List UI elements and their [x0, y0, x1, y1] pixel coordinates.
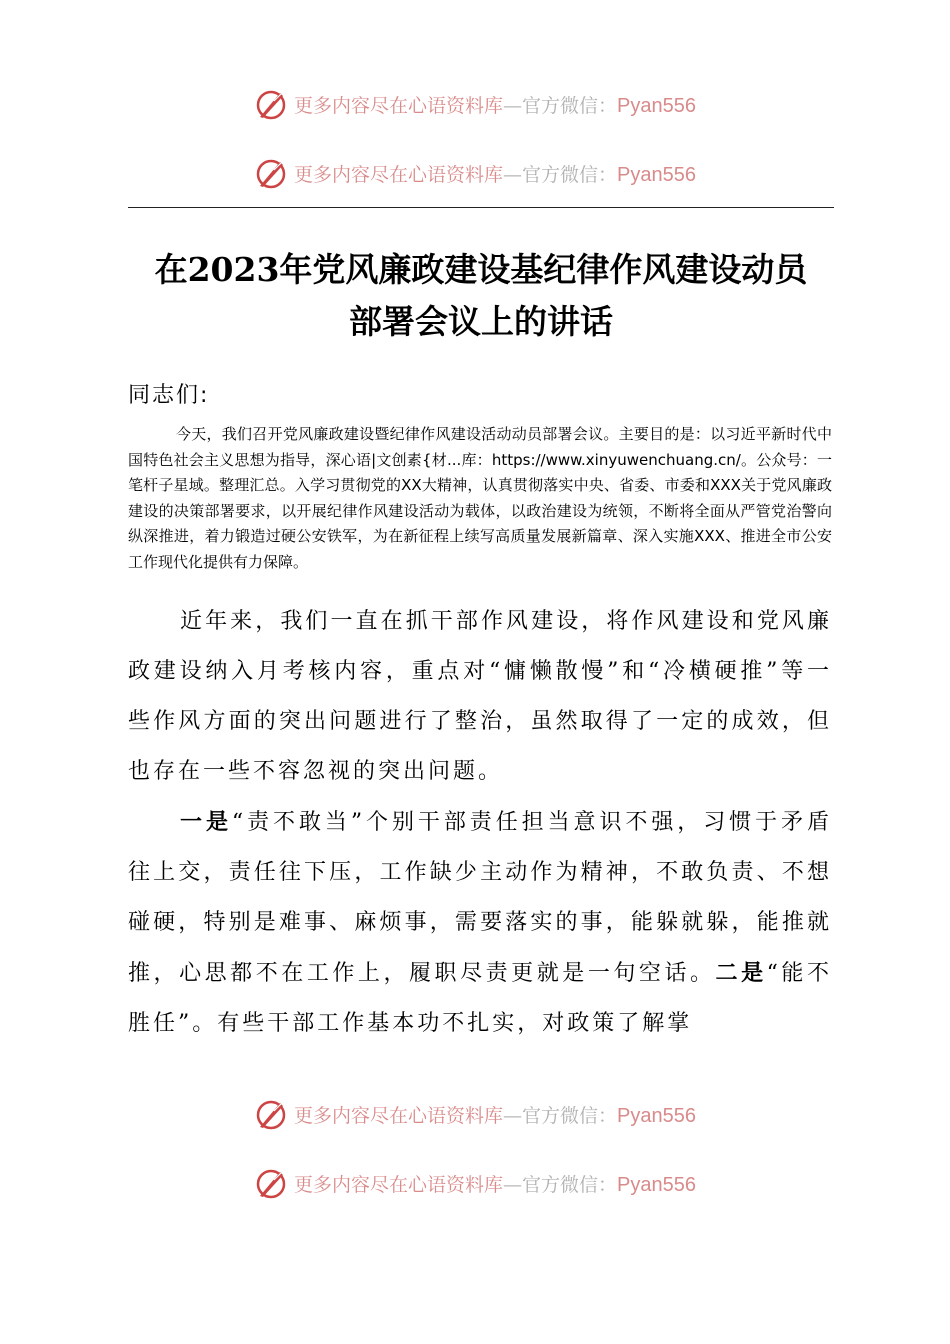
- watermark-bottom-1: [0, 1094, 950, 1134]
- title-line-2: 部署会议上的讲话: [349, 302, 613, 341]
- watermark-contact-id: Pyan556: [617, 163, 696, 186]
- salutation: 同志们:: [128, 383, 210, 408]
- quill-logo-icon: [254, 87, 288, 121]
- watermark-top-2: [0, 153, 950, 193]
- lead-second: 二是: [715, 960, 767, 986]
- lead-first: 一是: [180, 809, 232, 835]
- watermark-top-1: [0, 84, 950, 124]
- watermark-contact-label: 官方微信：: [522, 1173, 618, 1196]
- watermark-dash: —: [503, 1104, 523, 1127]
- watermark-text: 更多内容尽在心语资料库: [294, 1104, 504, 1127]
- watermark-bottom-2: [0, 1163, 950, 1203]
- watermark-contact-label: 官方微信：: [522, 163, 618, 186]
- title-line-1: 在2023年党风廉政建设基纪律作风建设动员: [154, 250, 808, 289]
- quill-logo-icon: [254, 1097, 288, 1131]
- watermark-contact-id: Pyan556: [617, 94, 696, 117]
- body-paragraph-2: [128, 797, 832, 1049]
- intro-paragraph: 今天，我们召开党风廉政建设暨纪律作风建设活动动员部署会议。主要目的是：以习近平新时代中国特色社会主义思想为指导，深心语|文创素{材...库：https://www.xinyuwenchuang.cn/。公众号：一笔杆子星域。整理汇总。入学习贯彻党的XX大精神，认真贯彻落实中央、省委、市委和XXX关于党风廉政建设的决策部署要求，以开展纪律作风建设活动为载体，以政治建设为统领，不断将全面从严管党治警向纵深推进，着力锻造过硬公安铁军，为在新征程上续写高质量发展新篇章、深入实施XXX、推进全市公安工作现代化提供有力保障。: [128, 425, 832, 571]
- header-divider: [128, 207, 834, 208]
- quill-logo-icon: [254, 1166, 288, 1200]
- watermark-contact-label: 官方微信：: [522, 1104, 618, 1127]
- para2-text-2: “能不胜任”。有些干部工作基本功不扎实，对政策了解掌: [128, 961, 832, 1036]
- watermark-dash: —: [503, 163, 523, 186]
- watermark-text: 更多内容尽在心语资料库: [294, 94, 504, 117]
- watermark-contact-id: Pyan556: [617, 1173, 696, 1196]
- body-paragraph-1: 近年来，我们一直在抓干部作风建设，将作风建设和党风廉政建设纳入月考核内容，重点对“慵懒散慢”和“冷横硬推”等一些作风方面的突出问题进行了整治，虽然取得了一定的成效，但也存在一些不容忽视的突出问题。: [128, 609, 832, 784]
- quill-logo-icon: [254, 156, 288, 190]
- watermark-dash: —: [503, 94, 523, 117]
- document-title: [128, 244, 834, 348]
- watermark-contact-label: 官方微信：: [522, 94, 618, 117]
- watermark-contact-id: Pyan556: [617, 1104, 696, 1127]
- watermark-text: 更多内容尽在心语资料库: [294, 163, 504, 186]
- para2-text-1: “责不敢当”个别干部责任担当意识不强，习惯于矛盾往上交，责任往下压，工作缺少主动作为精神，不敢负责、不想碰硬，特别是难事、麻烦事，需要落实的事，能躲就躲，能推就推，心思都不在工作上，履职尽责更就是一句空话。: [128, 810, 832, 986]
- watermark-text: 更多内容尽在心语资料库: [294, 1173, 504, 1196]
- watermark-dash: —: [503, 1173, 523, 1196]
